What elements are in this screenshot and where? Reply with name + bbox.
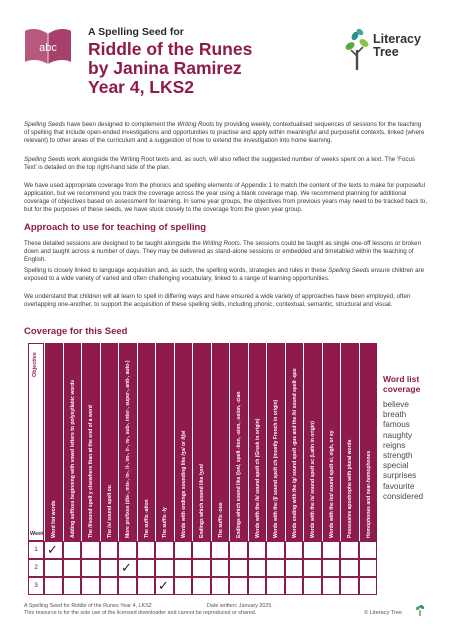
coverage-cell (340, 559, 359, 577)
approach-paragraph-2: Spelling is closely linked to language acquisition and, as such, the spelling words, strategies and rules in these Spelling Seeds ensure children are exposed to a wide variety of varied and often challenging vocabulary, linked to a range of learning opportunities. (24, 267, 425, 283)
objective-label-text: Word list words (51, 500, 58, 538)
writing-roots-term: Writing Roots (177, 121, 215, 128)
objective-label-text: Possessive apostrophe with plural words (347, 439, 354, 538)
footer-title: A Spelling Seed for Riddle of the Runes Year 4, LKS2 (24, 603, 152, 609)
objective-header (63, 343, 82, 541)
word-list-item: special (383, 461, 409, 471)
week-number: 1 (34, 546, 38, 553)
objective-label-text: Words with the /eɪ/ sound spelt ei, eigh, or ey (328, 430, 335, 538)
coverage-cell (44, 559, 63, 577)
objective-label-text: Words with the /ʃ/ sound spelt ch (mostly French in origin) (273, 399, 280, 538)
coverage-cell (81, 559, 100, 577)
intro-paragraph-1: Spelling Seeds have been designed to complement the Writing Roots by providing weekly, contextualised sequences of sessions for the teaching of spelling that include open-ended investigations and opportunities to practise and apply within meaningful and purposeful contexts, linked (where relevant) to other areas of the curriculum and a suggestion of how to extend the investigation into home learning. (24, 121, 425, 145)
coverage-cell (192, 577, 211, 595)
coverage-cell (81, 577, 100, 595)
word-list (383, 400, 445, 502)
week-number: 3 (34, 582, 38, 589)
coverage-cell (100, 559, 119, 577)
objective-header (303, 343, 322, 541)
objective-header (118, 343, 137, 541)
coverage-cell (248, 577, 267, 595)
coverage-cell (192, 541, 211, 559)
word-list-item: considered (383, 491, 424, 501)
word-list-item: reigns (383, 440, 406, 450)
coverage-cell (63, 559, 82, 577)
coverage-cell (137, 541, 156, 559)
coverage-cell (322, 541, 341, 559)
series-label: A Spelling Seed for (88, 26, 184, 38)
coverage-cell (137, 559, 156, 577)
coverage-heading: Coverage for this Seed (24, 326, 128, 337)
objective-header (359, 343, 378, 541)
coverage-cell (100, 541, 119, 559)
spelling-seeds-term: Spelling Seeds (24, 121, 66, 128)
word-list-heading: Word list coverage (383, 374, 421, 394)
page-header (0, 0, 450, 112)
objective-label-text: Homophones and near-homophones (365, 450, 372, 538)
objective-label-text: Words with the /k/ sound spelt ch (Greek in origin) (254, 418, 261, 538)
coverage-cell (229, 577, 248, 595)
coverage-cell (211, 559, 230, 577)
intro-paragraph-3: We have used appropriate coverage from the phonics and spelling elements of Appendix 1 to match the content of the texts to make for purposeful application, but we recommend you track the coverage across the year using a blank coverage map. We recommend planning for additional coverage of objectives based on assessment for learning. In some year groups, the objectives from previous years may need to be tracked back to, but for the purposes of these seeds, we have stuck closely to the coverage from the given year group. (24, 182, 428, 214)
objective-header (229, 343, 248, 541)
page-title (88, 40, 338, 97)
coverage-cell (266, 541, 285, 559)
word-list-item: favourite (383, 481, 415, 491)
title-line-1: Riddle of the Runes (88, 39, 253, 59)
objective-label-text: Words with endings sounding like /ʒə/ or /tʃə/ (180, 430, 187, 538)
coverage-cell (285, 559, 304, 577)
objective-header (322, 343, 341, 541)
coverage-cell (248, 541, 267, 559)
coverage-cell (155, 541, 174, 559)
coverage-cell (322, 559, 341, 577)
footer-licence: This resource is for the sole use of the licensed downloader and cannot be reproduced or shared. (24, 610, 257, 616)
week-number: 2 (34, 564, 38, 571)
objective-header (211, 343, 230, 541)
objective-label-text: Endings which sound like /ʃən/, spelt -tion, -sion, -ssion, -cian (236, 391, 243, 538)
approach-paragraph-1: These detailed sessions are designed to be taught alongside the Writing Roots. The sessions could be taught as single one-off lessons or broken down and taught across a number of days. They may be delivered as stand-alone sessions or embedded and timetabled within the teaching of English. (24, 240, 422, 264)
objective-header (174, 343, 193, 541)
coverage-cell (285, 577, 304, 595)
brand-name-line-2: Tree (373, 45, 399, 59)
checkmark-icon: ✓ (158, 578, 169, 593)
objective-label-text: The /I/sound spelt y elsewhere than at the end of a word (88, 405, 95, 538)
coverage-cell (174, 559, 193, 577)
coverage-cell (266, 577, 285, 595)
objective-label-text: The /ʌ/ sound spelt ou (106, 485, 113, 538)
objective-label-text: Words ending with the /g/ sound spelt -gue and the /k/ sound spelt -que (291, 368, 298, 538)
brand-name-line-1: Literacy (373, 32, 421, 46)
objective-header (137, 343, 156, 541)
intro-paragraph-2: Spelling Seeds work alongside the Writing Root texts and, as such, will also reflect the suggested number of weeks spent on a text. The 'Focus Text' is detailed on the top right-hand side of the plan. (24, 156, 415, 172)
coverage-cell (303, 559, 322, 577)
coverage-cell (211, 577, 230, 595)
objective-header (192, 343, 211, 541)
coverage-cell (118, 577, 137, 595)
coverage-cell (340, 577, 359, 595)
objective-header (285, 343, 304, 541)
coverage-cell (359, 577, 378, 595)
coverage-cell (155, 559, 174, 577)
objective-header (266, 343, 285, 541)
coverage-cell (174, 577, 193, 595)
coverage-cell (118, 541, 137, 559)
objective-header (81, 343, 100, 541)
coverage-cell (359, 559, 378, 577)
coverage-cell (81, 541, 100, 559)
coverage-cell (340, 541, 359, 559)
checkmark-icon: ✓ (47, 542, 58, 557)
coverage-cell (322, 577, 341, 595)
objective-label-text: Words with the /s/ sound spelt sc (Latin in origin) (310, 421, 317, 538)
objective-label-text: Endings which sound like /ʒən/ (199, 463, 206, 538)
book-logo-text: abc (39, 42, 57, 54)
word-list-item: surprises (383, 471, 417, 481)
writing-roots-term: Writing Roots (202, 240, 240, 247)
coverage-cell (174, 541, 193, 559)
tree-icon (414, 604, 426, 616)
objective-label-text: The suffix -ation (143, 499, 150, 538)
coverage-cell (192, 559, 211, 577)
spelling-seeds-term: Spelling Seeds (24, 156, 66, 163)
word-list-item: breath (383, 410, 407, 420)
approach-heading: Approach to use for teaching of spelling (24, 222, 207, 233)
objective-label-text: More prefixes (dis-, mis-, in-, il-, im-, ir-, re-, sub-, inter-, super-, anti-, auto-) (125, 360, 132, 538)
objective-header (44, 343, 63, 541)
footer-date: Date written: January 2025 (207, 603, 272, 609)
spelling-seeds-term: Spelling Seeds (328, 267, 370, 274)
word-list-item: strength (383, 451, 413, 461)
objective-label-text: The suffix -ous (217, 502, 224, 538)
coverage-cell (303, 577, 322, 595)
coverage-cell (229, 541, 248, 559)
footer (24, 603, 272, 617)
objective-header (248, 343, 267, 541)
objective-header (155, 343, 174, 541)
coverage-cell (44, 577, 63, 595)
checkmark-icon: ✓ (121, 560, 132, 575)
coverage-cell (100, 577, 119, 595)
objective-header (340, 343, 359, 541)
coverage-grid (28, 343, 381, 595)
coverage-cell (285, 541, 304, 559)
objective-label-text: The suffix -ly (162, 507, 169, 538)
footer-copyright: © Literacy Tree (364, 610, 403, 616)
coverage-cell (137, 577, 156, 595)
brand-name (373, 33, 421, 59)
coverage-cell (359, 541, 378, 559)
open-book-logo-icon (24, 26, 72, 66)
coverage-cell (63, 577, 82, 595)
objective-header (100, 343, 119, 541)
coverage-cell (63, 541, 82, 559)
coverage-cell (211, 541, 230, 559)
word-list-item: believe (383, 400, 409, 409)
objective-label-text: Adding suffixes beginning with vowel letters to polysyllabic words (69, 379, 76, 538)
coverage-cell (229, 559, 248, 577)
approach-paragraph-3: We understand that children will all learn to spell in differing ways and have ensured a wide variety of approaches have been employed, often overlapping one-another, to support the acquisition of these spelling skills, including phonic, contextual, semantic, structural and visual. (24, 293, 411, 309)
objective-label: Objective (32, 352, 38, 377)
word-list-item: famous (383, 420, 410, 430)
coverage-cell (266, 559, 285, 577)
title-line-2: by Janina Ramirez (88, 58, 242, 78)
week-label: Week (30, 531, 45, 537)
title-line-3: Year 4, LKS2 (88, 77, 195, 97)
coverage-cell (248, 559, 267, 577)
coverage-cell (303, 541, 322, 559)
word-list-item: naughty (383, 430, 413, 440)
